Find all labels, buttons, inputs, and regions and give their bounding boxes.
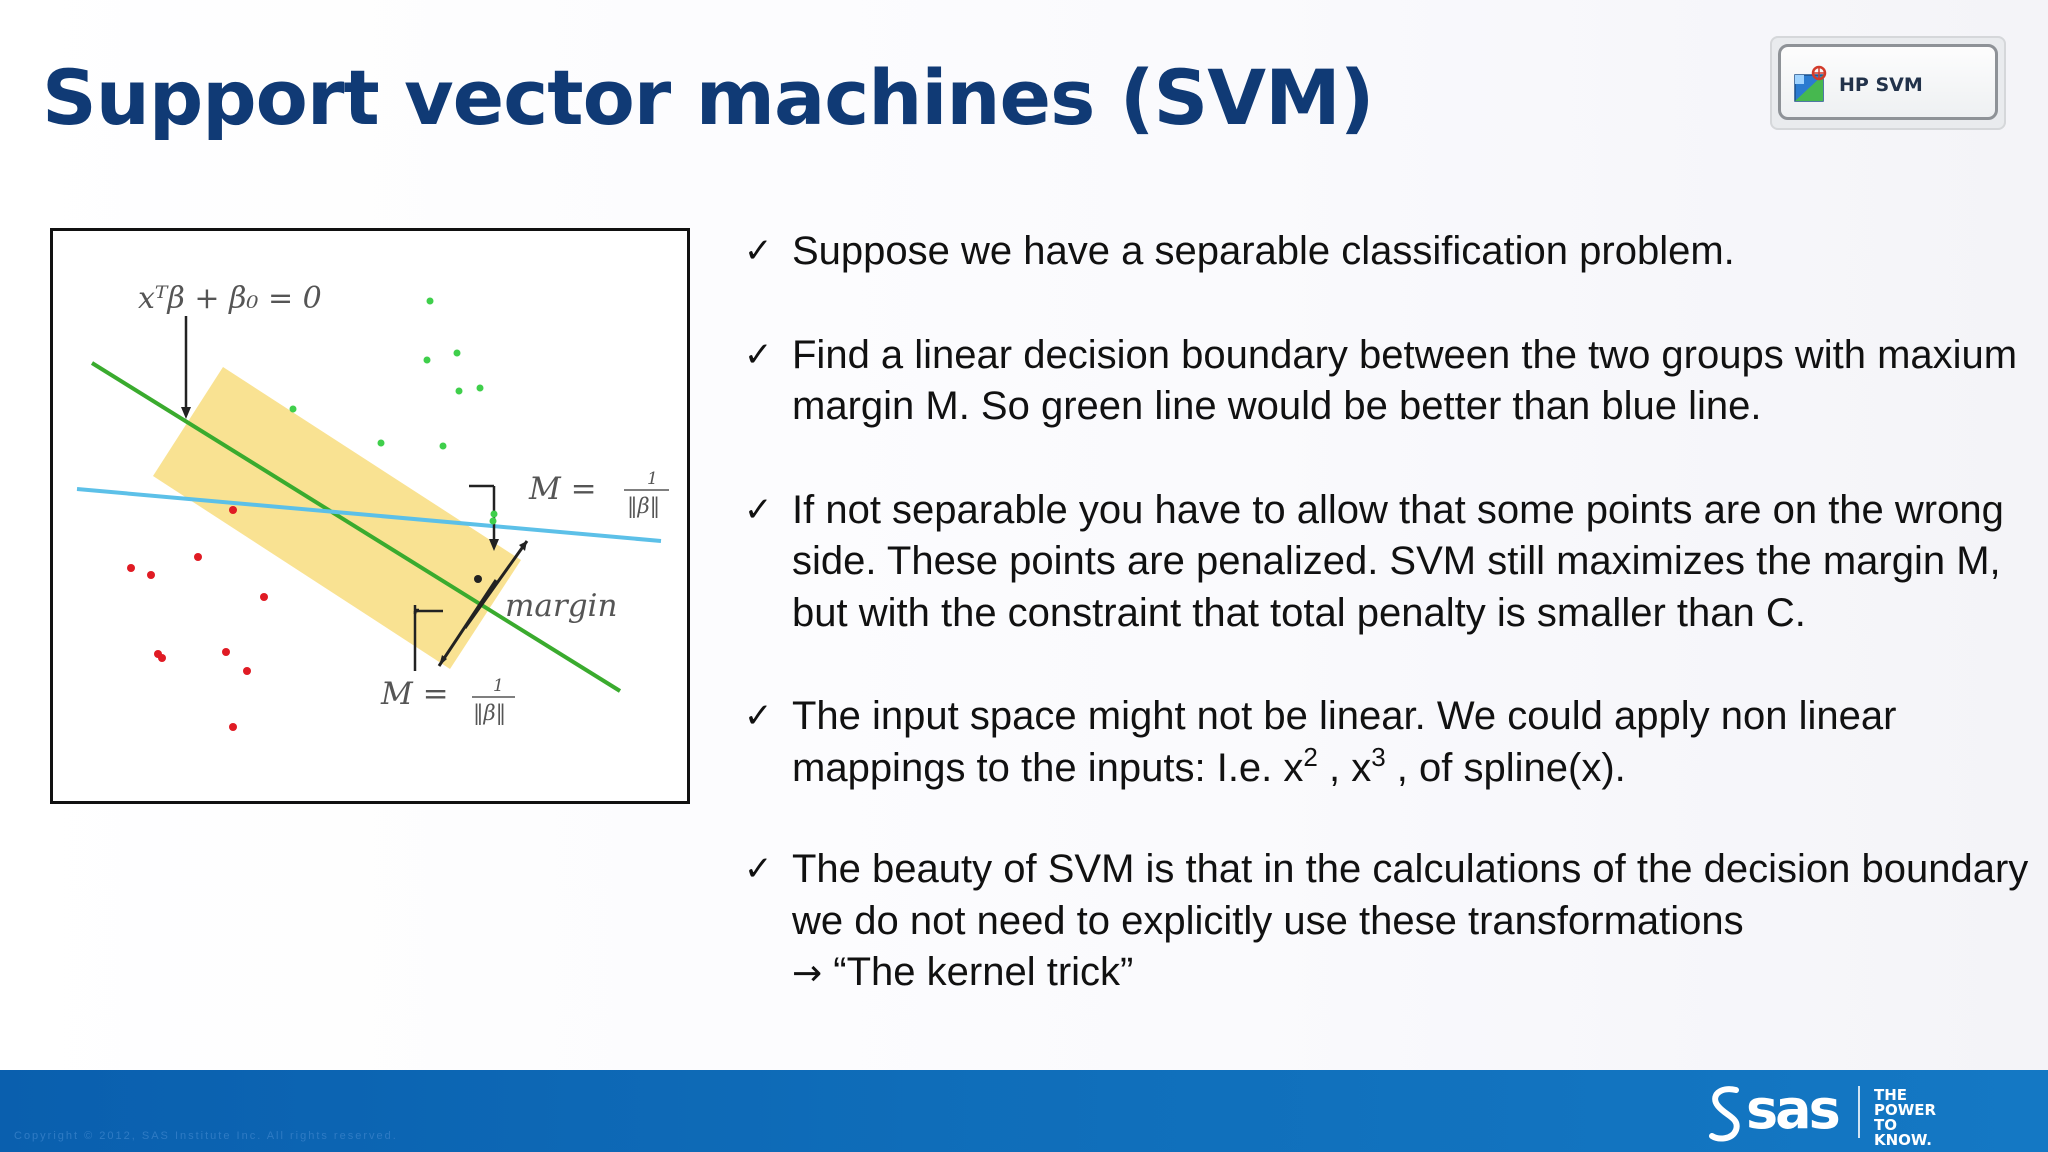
bullet-text: Suppose we have a separable classification problem. [792,229,1735,273]
tagline-line: THE [1874,1086,1908,1104]
upper-fraction-numerator: 1 [647,469,658,489]
bullet-item [742,844,2032,1000]
bullet-item [742,485,2032,640]
green-decision-line [92,363,620,691]
bullet-text: , of spline(x). [1385,745,1626,790]
svm-node-icon [1791,65,1829,105]
red-points [127,506,268,731]
bullet-text: The input space might not be linear. We could apply non linear mappings to the inputs: I.e. x [792,694,1897,790]
slide-title: Support vector machines (SVM) [42,53,1374,142]
lower-fraction-numerator: 1 [493,676,504,696]
bullet-text: “The kernel trick” [833,950,1134,994]
copyright-text: Copyright © 2012, SAS Institute Inc. All rights reserved. [14,1130,398,1142]
superscript: 2 [1303,741,1318,772]
lower-margin-label: M = [381,676,449,712]
bullet-item [742,226,2032,278]
check-icon: ✓ [744,334,773,375]
check-icon: ✓ [744,231,773,271]
check-icon: ✓ [744,489,773,530]
logo-divider [1858,1086,1860,1138]
bullet-item [742,691,2032,794]
bullet-text: Find a linear decision boundary between the two groups with maxium margin M. So green line would be better than blue line. [792,332,2018,428]
hp-svm-label: HP SVM [1839,74,1923,96]
footer-bar [0,1070,2048,1152]
sas-logo [1700,1078,2048,1149]
superscript: 3 [1371,741,1386,772]
svm-figure [50,228,690,804]
bullet-list [742,226,2032,1052]
margin-tick [474,575,482,583]
lower-fraction-denominator: ‖β‖ [473,701,507,725]
tagline-line: POWER [1874,1101,1937,1119]
hyperplane-equation: xᵀβ + β₀ = 0 [138,281,322,316]
upper-margin-label: M = [529,471,597,507]
bullet-text: , x [1317,745,1372,790]
bullet-text: If not separable you have to allow that some points are on the wrong side. These points are penalized. SVM still maximizes the margin M, but with the constraint that total penalty is smaller than C. [792,487,2004,635]
hp-svm-node-button[interactable] [1770,36,2006,130]
tagline-line: TO KNOW. [1874,1116,1932,1149]
bullet-item [742,330,2032,433]
tagline [1874,1088,1954,1148]
sas-s-mark-icon [1706,1084,1746,1142]
sas-wordmark: sas [1746,1078,1838,1141]
right-arrow-icon: → [792,953,823,994]
check-icon: ✓ [744,849,773,889]
upper-fraction-denominator: ‖β‖ [627,494,661,518]
check-icon: ✓ [744,696,773,736]
bullet-text: The beauty of SVM is that in the calculations of the decision boundary we do not need to explicitly use these transformations [792,847,2029,943]
margin-label: margin [505,588,618,624]
